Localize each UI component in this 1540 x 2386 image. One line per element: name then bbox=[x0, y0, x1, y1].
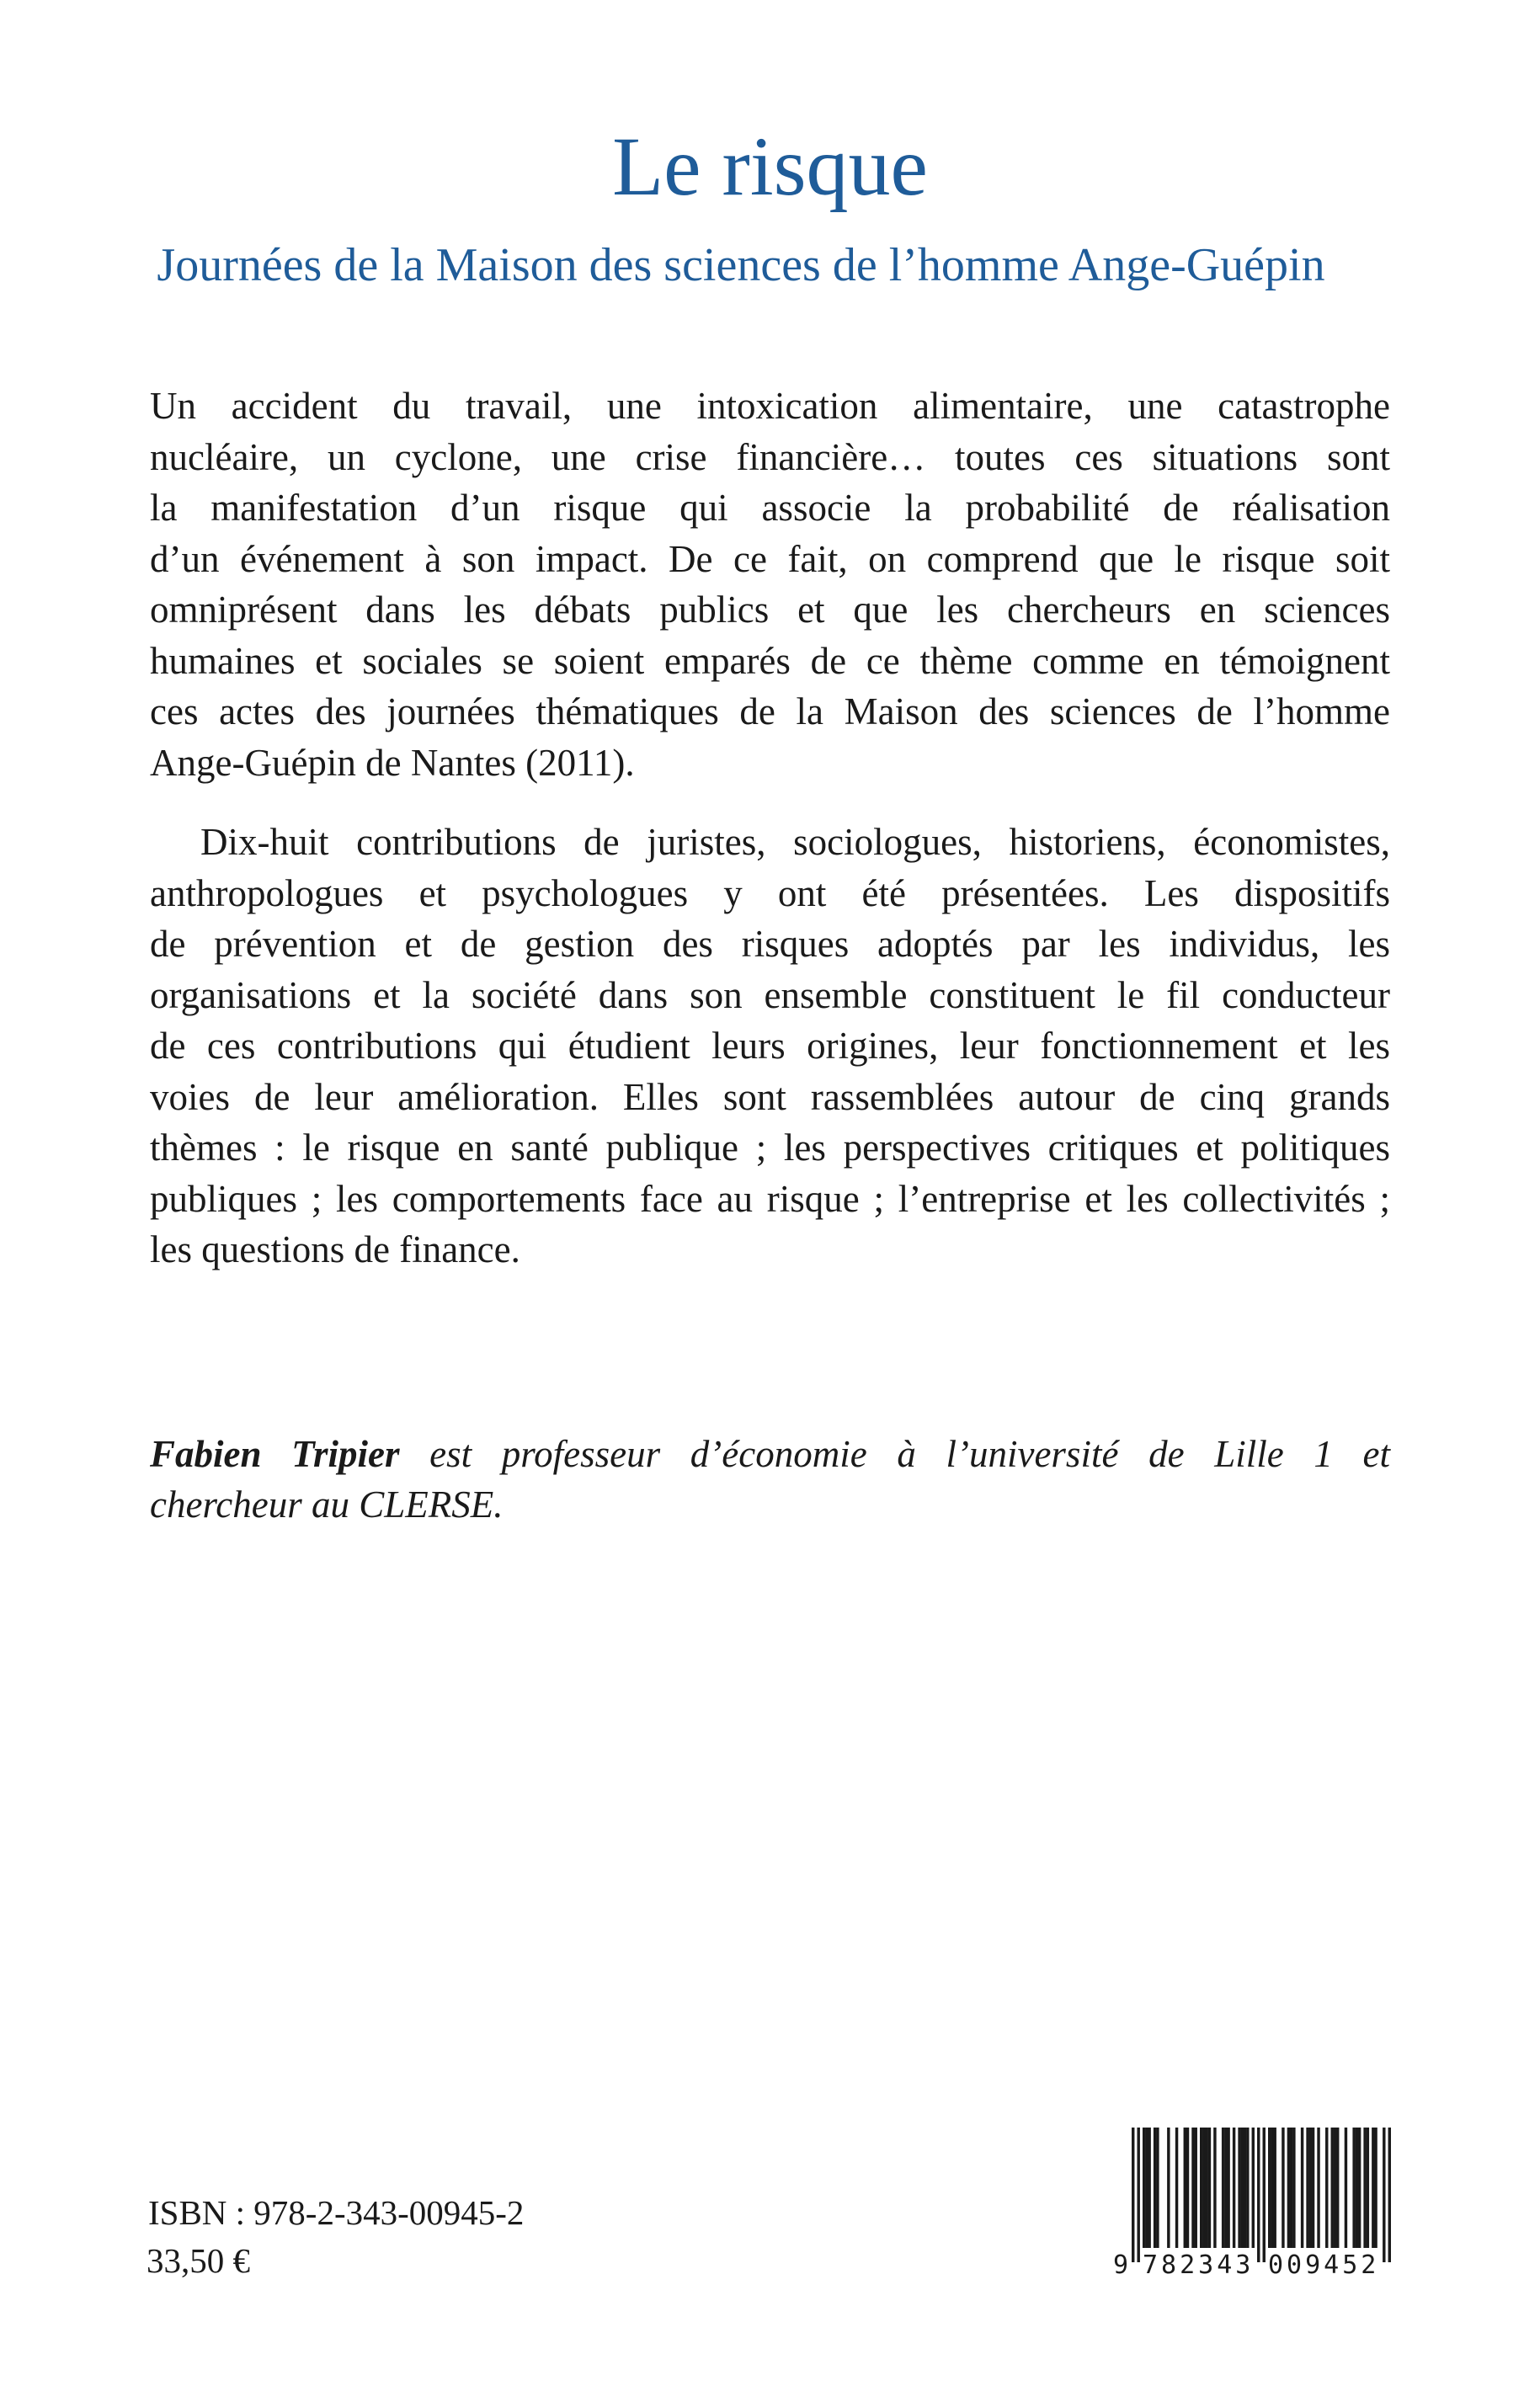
text-line: la manifestation d’un risque qui associe la probabilité de réalisation bbox=[150, 487, 1390, 529]
text-line: Un accident du travail, une intoxication alimentaire, une catastrophe bbox=[150, 385, 1390, 427]
svg-text:009452: 009452 bbox=[1268, 2250, 1380, 2280]
text-line: anthropologues et psychologues y ont été présentées. Les dispositifs bbox=[150, 871, 1390, 914]
text-line: Ange-Guépin de Nantes (2011). bbox=[150, 741, 635, 784]
book-subtitle: Journées de la Maison des sciences de l’homme Ange-Guépin bbox=[157, 239, 1325, 291]
text-line: thèmes : le risque en santé publique ; les perspectives critiques et politiques bbox=[150, 1126, 1390, 1169]
text-line: organisations et la société dans son ensemble constituent le fil conducteur bbox=[150, 973, 1390, 1016]
text-line: d’un événement à son impact. De ce fait, on comprend que le risque soit bbox=[150, 537, 1390, 580]
text-line: de prévention et de gestion des risques adoptés par les individus, les bbox=[150, 923, 1390, 965]
text-line: de ces contributions qui étudient leurs origines, leur fonctionnement et les bbox=[150, 1025, 1390, 1067]
text-line: voies de leur amélioration. Elles sont rassemblées autour de cinq grands bbox=[150, 1075, 1390, 1118]
author-bio bbox=[150, 1429, 1390, 1530]
barcode-icon bbox=[1111, 2128, 1398, 2287]
text-line: publiques ; les comportements face au risque ; l’entreprise et les collectivités ; bbox=[150, 1177, 1390, 1220]
text-line: ces actes des journées thématiques de la Maison des sciences de l’homme bbox=[150, 690, 1390, 732]
isbn-label: ISBN : 978-2-343-00945-2 bbox=[148, 2193, 525, 2232]
summary-paragraph-1 bbox=[150, 381, 1390, 788]
author-name: Fabien Tripier bbox=[150, 1433, 400, 1475]
svg-text:782343: 782343 bbox=[1142, 2250, 1255, 2280]
text-line: nucléaire, un cyclone, une crise financière… toutes ces situations sont bbox=[150, 435, 1390, 478]
text-line: chercheur au CLERSE. bbox=[150, 1483, 504, 1526]
text-line: omniprésent dans les débats publics et que les chercheurs en sciences bbox=[150, 589, 1390, 631]
author-bio-text: est professeur d’économie à l’université de Lille 1 et bbox=[399, 1433, 1390, 1475]
text-line: Dix-huit contributions de juristes, sociologues, historiens, économistes, bbox=[200, 821, 1390, 863]
svg-text:9: 9 bbox=[1113, 2250, 1132, 2280]
summary-paragraph-2 bbox=[150, 817, 1390, 1276]
book-title: Le risque bbox=[612, 120, 928, 213]
price-label: 33,50 € bbox=[147, 2241, 250, 2280]
text-line: humaines et sociales se soient emparés de ce thème comme en témoignent bbox=[150, 639, 1390, 682]
text-line: les questions de finance. bbox=[150, 1228, 520, 1270]
text-line bbox=[150, 1429, 1390, 1479]
ean13-barcode bbox=[1111, 2128, 1398, 2287]
